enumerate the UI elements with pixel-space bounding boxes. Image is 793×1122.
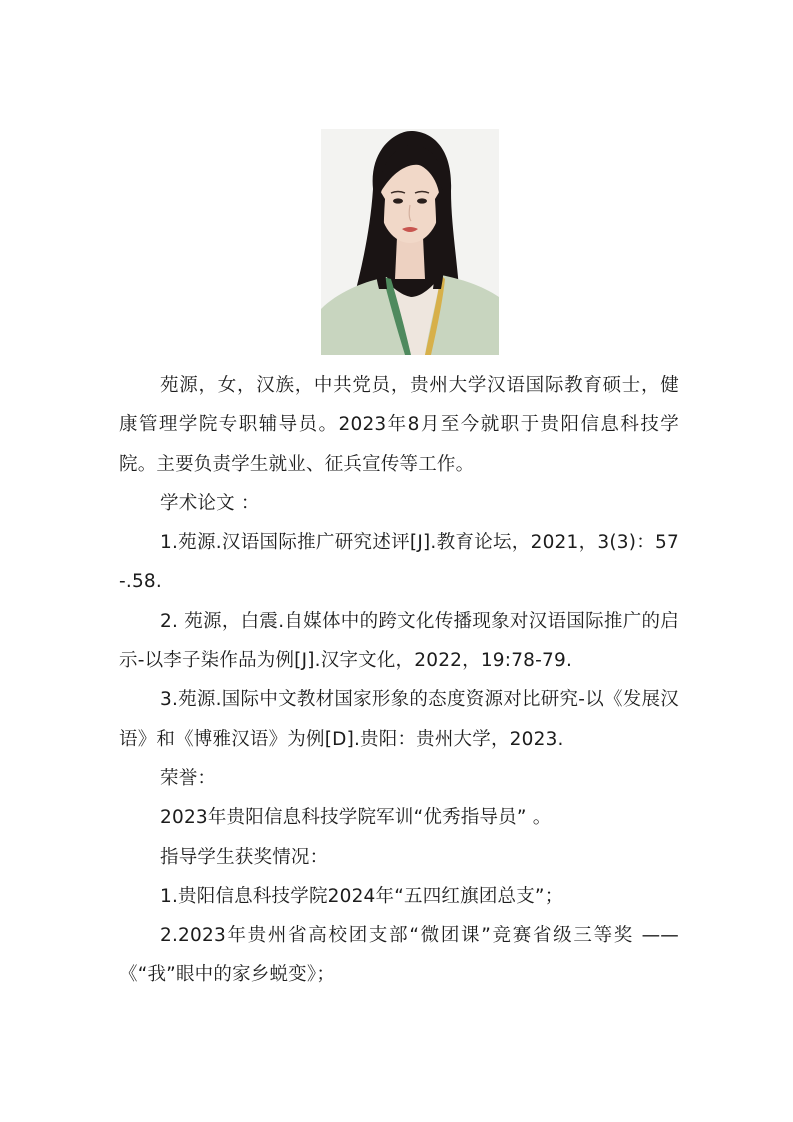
award-item: 2.2023年贵州省高校团支部“微团课”竞赛省级三等奖 ——《“我”眼中的家乡蜕变》；	[119, 925, 679, 986]
paper-item: 3.苑源.国际中文教材国家形象的态度资源对比研究-以《发展汉语》和《博雅汉语》为例[D].贵阳：贵州大学，2023.	[119, 689, 679, 750]
portrait-photo	[321, 129, 499, 355]
honors-heading: 荣誉：	[160, 767, 217, 789]
papers-heading: 学术论文 ：	[160, 492, 260, 514]
body-text	[119, 366, 679, 995]
awards-heading: 指导学生获奖情况：	[160, 846, 329, 868]
intro-paragraph: 苑源，女，汉族，中共党员，贵州大学汉语国际教育硕士，健康管理学院专职辅导员。2023年8月至今就职于贵阳信息科技学院。主要负责学生就业、征兵宣传等工作。	[119, 375, 679, 475]
portrait-icon	[321, 129, 499, 355]
paper-item: 1.苑源.汉语国际推广研究述评[J].教育论坛，2021，3(3)：57-.58.	[119, 532, 679, 593]
paper-item: 2. 苑源，白震.自媒体中的跨文化传播现象对汉语国际推广的启示-以李子柒作品为例[J].汉字文化，2022，19:78-79.	[119, 610, 679, 672]
honor-item: 2023年贵阳信息科技学院军训“优秀指导员” 。	[160, 807, 552, 829]
award-item: 1.贵阳信息科技学院2024年“五四红旗团总支”；	[160, 885, 564, 907]
